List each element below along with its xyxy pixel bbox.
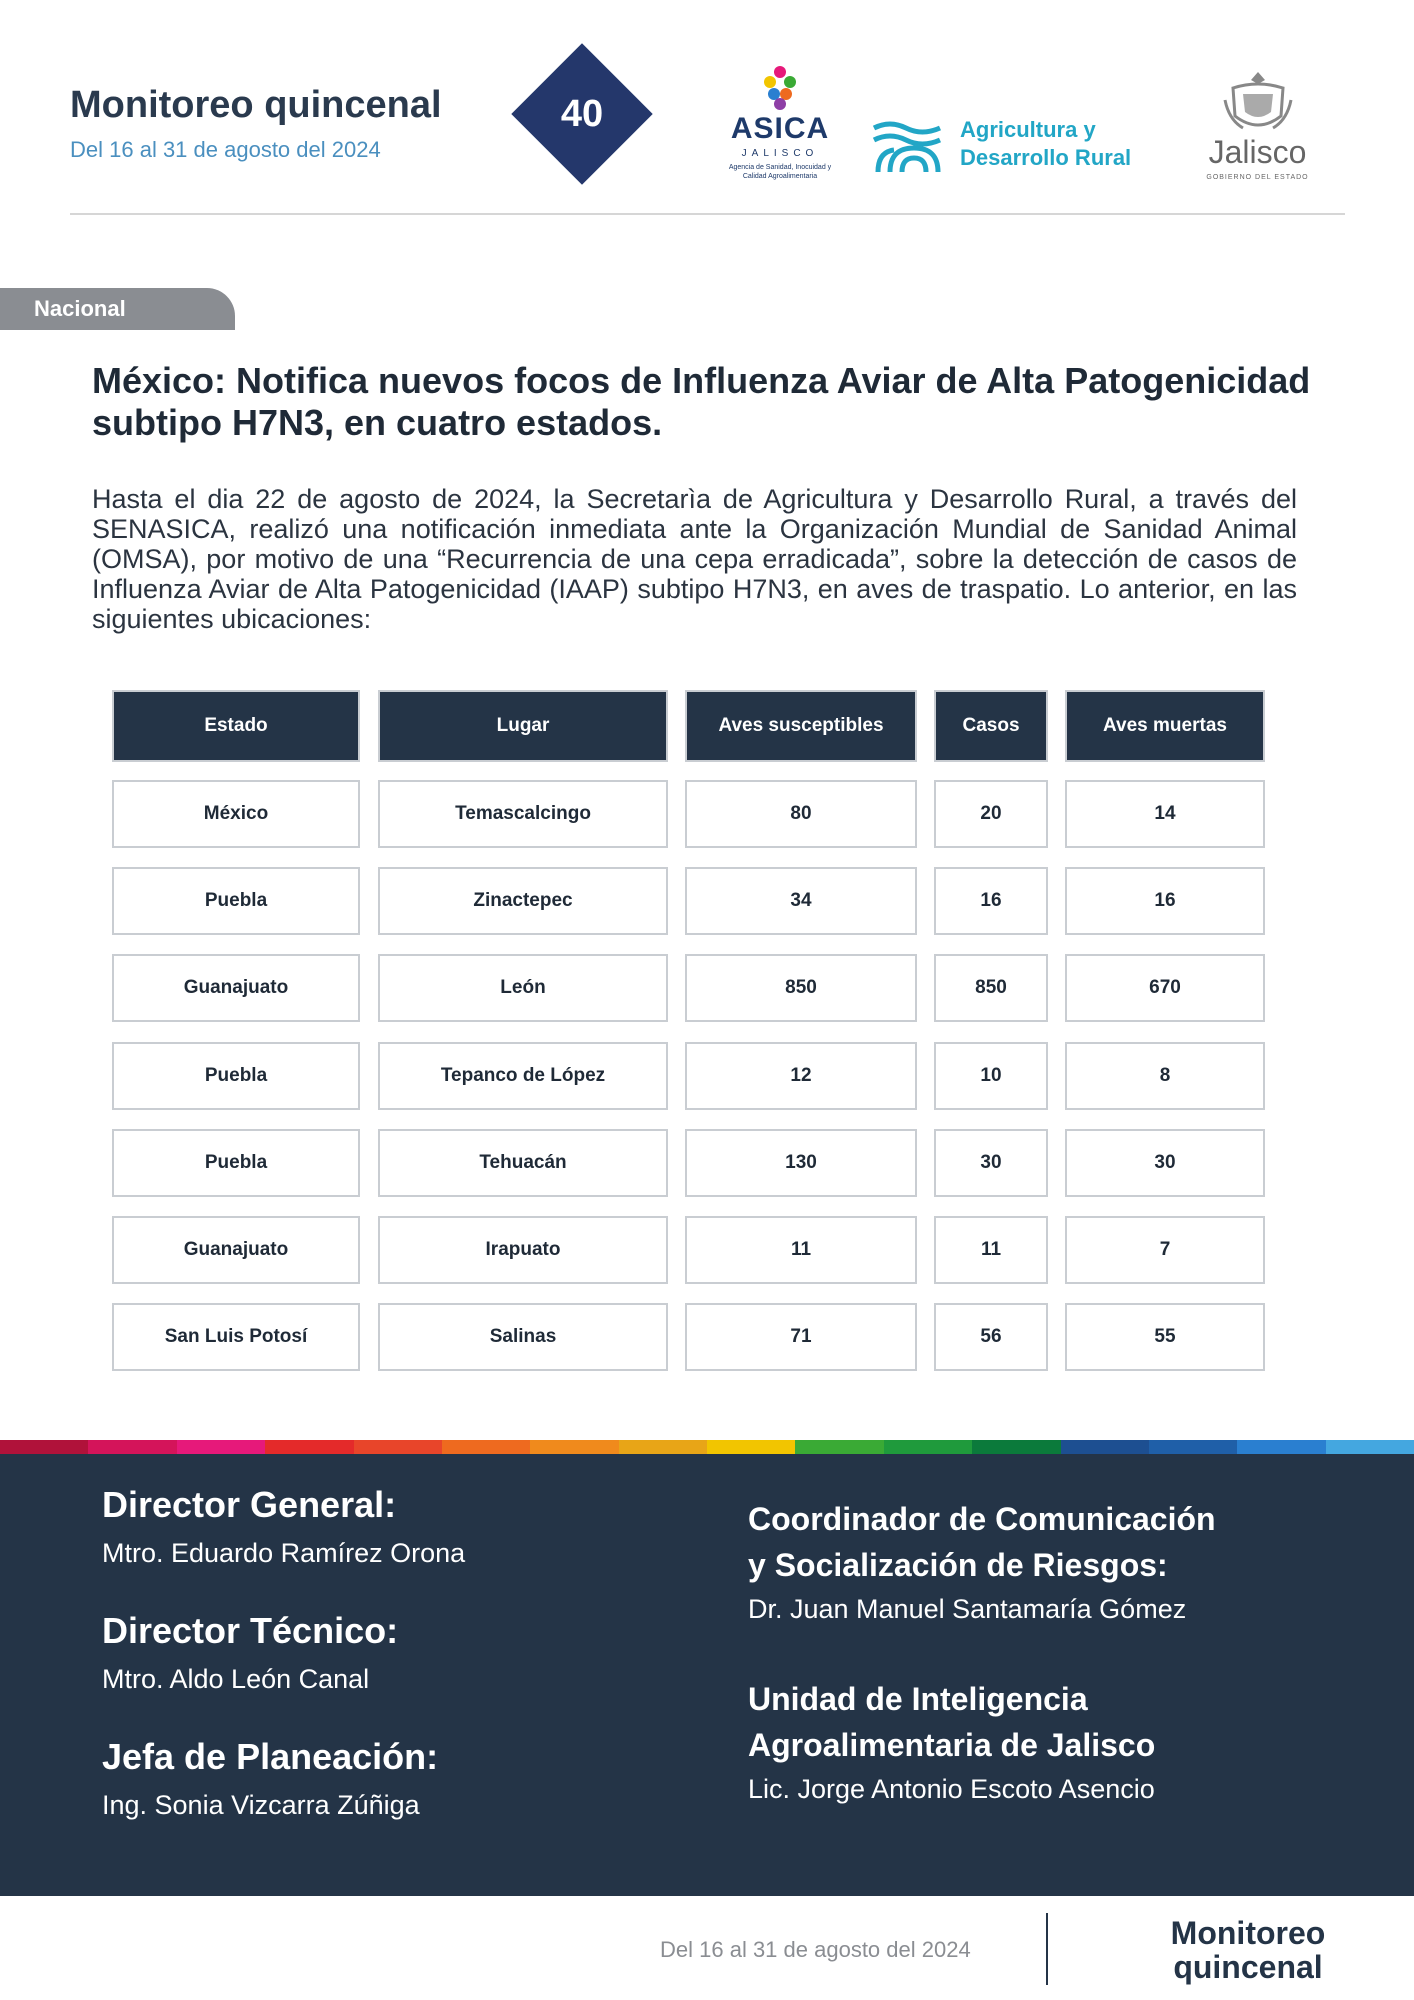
- section-tag-label: Nacional: [34, 296, 126, 321]
- coat-of-arms-icon: [1223, 70, 1293, 138]
- cell-casos: 10: [934, 1042, 1048, 1110]
- coordinador-role-line2: y Socialización de Riesgos:: [748, 1547, 1168, 1583]
- article-body: Hasta el dia 22 de agosto de 2024, la Secretarìa de Agricultura y Desarrollo Rural, a través del SENASICA, realizó una notificación inmediata ante la Organización Mundial de Sanidad Animal (OMSA), por motivo de una “Recurrencia de una cepa erradicada”, sobre la detección de casos de Influenza Aviar de Alta Patogenicidad (IAAP) subtipo H7N3, en aves de traspatio. Lo anterior, en las siguientes ubicaciones:: [92, 484, 1297, 634]
- stripe-segment: [88, 1440, 176, 1454]
- footer-title-line2: quincenal: [1173, 1949, 1323, 1985]
- header-lugar: Lugar: [378, 690, 668, 762]
- cell-aves-muertas: 7: [1065, 1216, 1265, 1284]
- cell-lugar: Temascalcingo: [378, 780, 668, 848]
- cell-lugar: Tepanco de López: [378, 1042, 668, 1110]
- cell-estado: Guanajuato: [112, 1216, 360, 1284]
- cell-casos: 20: [934, 780, 1048, 848]
- director-tecnico-role: Director Técnico:: [102, 1610, 399, 1651]
- agricultura-label: [960, 116, 1131, 172]
- cell-aves-muertas: 670: [1065, 954, 1265, 1022]
- cell-casos: 56: [934, 1303, 1048, 1371]
- cell-aves-muertas: 16: [1065, 867, 1265, 935]
- footer-date: Del 16 al 31 de agosto del 2024: [660, 1937, 971, 1962]
- header-aves-susceptibles: Aves susceptibles: [685, 690, 917, 762]
- stripe-segment: [884, 1440, 972, 1454]
- header-divider: [70, 213, 1345, 215]
- cell-estado: Puebla: [112, 1129, 360, 1197]
- footer-title: [1148, 1916, 1348, 1984]
- color-stripe: [0, 1440, 1414, 1454]
- header-date: Del 16 al 31 de agosto del 2024: [70, 137, 381, 162]
- stripe-segment: [1149, 1440, 1237, 1454]
- agricultura-line2: Desarrollo Rural: [960, 145, 1132, 170]
- stripe-segment: [1061, 1440, 1149, 1454]
- coordinador-role: [748, 1496, 1216, 1588]
- issue-number: 40: [560, 92, 604, 135]
- unidad-role-line1: Unidad de Inteligencia: [748, 1681, 1088, 1717]
- cell-estado: Guanajuato: [112, 954, 360, 1022]
- header-estado: Estado: [112, 690, 360, 762]
- stripe-segment: [0, 1440, 88, 1454]
- stripe-segment: [795, 1440, 883, 1454]
- header-title: Monitoreo quincenal: [70, 84, 442, 126]
- stripe-segment: [354, 1440, 442, 1454]
- cell-lugar: Irapuato: [378, 1216, 668, 1284]
- cell-estado: México: [112, 780, 360, 848]
- jalisco-subtitle: GOBIERNO DEL ESTADO: [1206, 174, 1309, 181]
- flower-icon: [715, 60, 845, 115]
- cell-casos: 30: [934, 1129, 1048, 1197]
- stripe-segment: [530, 1440, 618, 1454]
- cell-aves-susceptibles: 11: [685, 1216, 917, 1284]
- stripe-segment: [619, 1440, 707, 1454]
- unidad-name: Lic. Jorge Antonio Escoto Asencio: [748, 1774, 1155, 1804]
- jalisco-wordmark: Jalisco: [1208, 134, 1307, 170]
- coordinador-role-line1: Coordinador de Comunicación: [748, 1501, 1216, 1537]
- coordinador-name: Dr. Juan Manuel Santamaría Gómez: [748, 1594, 1187, 1624]
- cell-casos: 850: [934, 954, 1048, 1022]
- footer-divider: [1046, 1913, 1048, 1985]
- cell-casos: 16: [934, 867, 1048, 935]
- asica-logo: [715, 60, 845, 190]
- agricultura-logo: [870, 116, 1170, 176]
- stripe-segment: [442, 1440, 530, 1454]
- cell-aves-muertas: 55: [1065, 1303, 1265, 1371]
- cell-aves-susceptibles: 850: [685, 954, 917, 1022]
- article-headline: México: Notifica nuevos focos de Influenza Aviar de Alta Patogenicidad subtipo H7N3, en cuatro estados.: [92, 360, 1311, 443]
- stripe-segment: [177, 1440, 265, 1454]
- agricultura-line1: Agricultura y: [960, 117, 1096, 142]
- header-aves-muertas: Aves muertas: [1065, 690, 1265, 762]
- unidad-role: [748, 1676, 1155, 1768]
- header-casos: Casos: [934, 690, 1048, 762]
- cell-estado: San Luis Potosí: [112, 1303, 360, 1371]
- cell-lugar: León: [378, 954, 668, 1022]
- asica-wordmark: ASICA: [730, 112, 830, 145]
- stripe-segment: [707, 1440, 795, 1454]
- jefa-planeacion-role: Jefa de Planeación:: [102, 1736, 439, 1777]
- cell-aves-muertas: 14: [1065, 780, 1265, 848]
- cell-aves-susceptibles: 12: [685, 1042, 917, 1110]
- cell-estado: Puebla: [112, 867, 360, 935]
- director-general-name: Mtro. Eduardo Ramírez Orona: [102, 1538, 466, 1568]
- asica-tagline: Agencia de Sanidad, Inocuidad y Calidad Agroalimentaria: [728, 164, 832, 180]
- credits-panel: [0, 1454, 1414, 1896]
- cell-estado: Puebla: [112, 1042, 360, 1110]
- jalisco-logo: [1195, 70, 1320, 190]
- director-tecnico-name: Mtro. Aldo León Canal: [102, 1664, 370, 1694]
- cell-casos: 11: [934, 1216, 1048, 1284]
- waves-icon: [870, 118, 945, 174]
- stripe-segment: [265, 1440, 353, 1454]
- cell-lugar: Salinas: [378, 1303, 668, 1371]
- cell-aves-muertas: 30: [1065, 1129, 1265, 1197]
- cell-aves-susceptibles: 34: [685, 867, 917, 935]
- section-tag: [0, 288, 235, 330]
- cell-lugar: Tehuacán: [378, 1129, 668, 1197]
- stripe-segment: [1237, 1440, 1325, 1454]
- cell-lugar: Zinactepec: [378, 867, 668, 935]
- director-general-role: Director General:: [102, 1484, 397, 1525]
- cell-aves-muertas: 8: [1065, 1042, 1265, 1110]
- asica-subtitle: JALISCO: [741, 148, 819, 159]
- footer-title-line1: Monitoreo: [1170, 1915, 1326, 1951]
- cell-aves-susceptibles: 80: [685, 780, 917, 848]
- cell-aves-susceptibles: 130: [685, 1129, 917, 1197]
- stripe-segment: [1326, 1440, 1414, 1454]
- stripe-segment: [972, 1440, 1060, 1454]
- jefa-planeacion-name: Ing. Sonia Vizcarra Zúñiga: [102, 1790, 420, 1820]
- unidad-role-line2: Agroalimentaria de Jalisco: [748, 1727, 1156, 1763]
- cell-aves-susceptibles: 71: [685, 1303, 917, 1371]
